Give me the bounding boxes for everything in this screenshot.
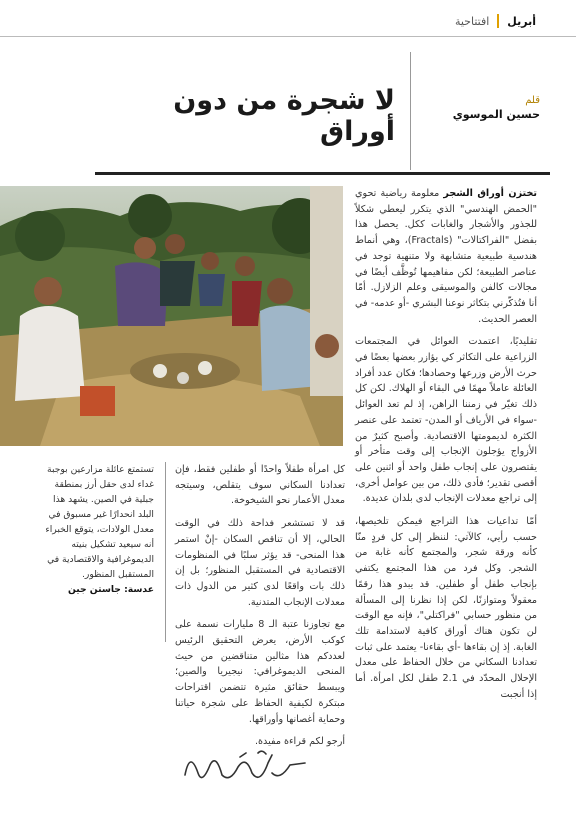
- title-divider: [410, 52, 411, 170]
- photo-credit: عدسة: جاستن جين: [67, 584, 154, 595]
- header-rule: [0, 36, 576, 37]
- byline-prefix: قلم: [525, 95, 540, 106]
- author-name: حسين الموسوي: [452, 108, 540, 121]
- article-body-right: [355, 186, 537, 710]
- caption-divider: [165, 462, 166, 642]
- caption-text: تستمتع عائلة مزارعين بوجبة غداء لدى حقل أرز بمنطقة جبلية في الصين. يشهد هذا البلد انحدارًا غير مسبوق في معدل الولادات، يتوقع الخبراء أنه سيعيد تشكيل بنيته الديموغرافية والاقتصادية في المستقبل المنظور.: [45, 464, 154, 580]
- title-rule: [95, 172, 550, 175]
- article-photo: [0, 186, 343, 446]
- article-title: لا شجرة من دون أوراق: [173, 85, 395, 147]
- closing-line: أرجو لكم قراءة مفيدة.: [254, 736, 345, 748]
- lead-phrase: تختزن أوراق الشجر: [443, 188, 537, 199]
- body-paragraph: كل امرأة طفلاً واحدًا أو طفلين فقط، فإن تعدادنا السكاني سوف يتقلص، وسيتجه معدل الأعمار نحو الشيخوخة.: [175, 464, 345, 507]
- author-signature: [180, 745, 310, 790]
- farmers-lunch-illustration: [0, 186, 343, 446]
- magazine-issue: أبريل: [507, 14, 536, 28]
- photo-caption: [40, 462, 154, 597]
- body-paragraph: قد لا تستشعر فداحة ذلك في الوقت الحالي، إلا أن تناقص السكان -إنْ استمر هذا المنحى- قد يؤثر سلبًا في المنظومات الاقتصادية في المستقبل المنظور؛ بل إن ذلك بات واقعًا لدى كثير من الدول ذات معدلات الإنجاب المتدنية.: [175, 518, 345, 608]
- page-header: [455, 10, 536, 32]
- body-paragraph: تقليديًا، اعتمدت العوائل في المجتمعات الزراعية على التكاثر كي يؤازر بعضها بعضًا في حرث الأرض وزرعها وحصادها؛ فكان عدد أفراد العائلة عاملاً مهمًا في البقاء أو الهلاك. لكن كل ذلك تغيّر في زمننا الراهن، إذ لم تعد العوائل -سواء في الأرياف أو المدن- تعتمد على عنصر الكثرة لديمومتها الاقتصادية. وأصبح كثيرٌ من الأزواج يؤجلون الإنجاب إلى وقت متأخر أو يقتصرون على إنجاب طفل واحد أو اثنين على أقصى تقدير؛ فأدى ذلك، من بين عوامل أخرى، إلى تراجع معدلات الإنجاب لدى بلدان عديدة.: [355, 336, 537, 505]
- header-divider: [497, 14, 499, 28]
- article-body-left: [175, 462, 345, 757]
- body-paragraph: أمّا تداعيات هذا التراجع فيمكن تلخيصها، حسب رأيي، كالآتي: لننظر إلى كل فردٍ منّا كأنه ورقة شجر، والمجتمع كأنه غابة من الشجر. وكل فرد من هذا المجتمع يكتفي بإنجاب طفل أو طفلين. قد يبدو هذا رقمًا معقولاً ومتوازنًا، لكن إذا نظرنا إلى المسألة من منظور حسابي "فراكتلي"، فإنه مع الوقت لن تكون هناك أوراق كافية لاستدامة تلك الغابة. إذ إن بقاءها -أي بقاءنا- يعتمد على ثبات تعدادنا السكاني من خلال الحفاظ على معدل الإحلال المحدّد في 2.1 طفل لكل امرأة. أما إذا أنجبت: [355, 516, 537, 700]
- byline: [440, 95, 540, 121]
- section-label: افتتاحية: [454, 14, 490, 28]
- body-paragraph: معلومة رياضية تحوي "الحمض الهندسي" الذي يتكرر ليعطي شكلاً للجذور والأشجار والغابات ككل. يحصل هذا بفضل "الفراكتالات" (Fractals)، وهي أنماط هندسية طبيعية متشابهة ولا متنهية توجد في عناصر الطبيعة؛ لكن مفاهيمها تُوظَّف أيضًا في مجالات كالفن والموسيقى وعلم الزلازل. أمّا أنا فتُذكّرني بتكاثر نوعنا البشري -أو عدمه- في العصر الحديث.: [355, 188, 537, 325]
- body-paragraph: مع تجاوزنا عتبة الـ 8 مليارات نسمة على كوكب الأرض، يعرض التحقيق الرئيس لعددكم هذا مثالين متناقضين من حيث المنحى الديموغرافي: نيجيريا والصين؛ ويبسط حقائق مثيرة تتضمن اقتراحات مبتكرة لكيفية الحفاظ على شجرة حياتنا وحماية أغصانها وأوراقها.: [175, 619, 345, 725]
